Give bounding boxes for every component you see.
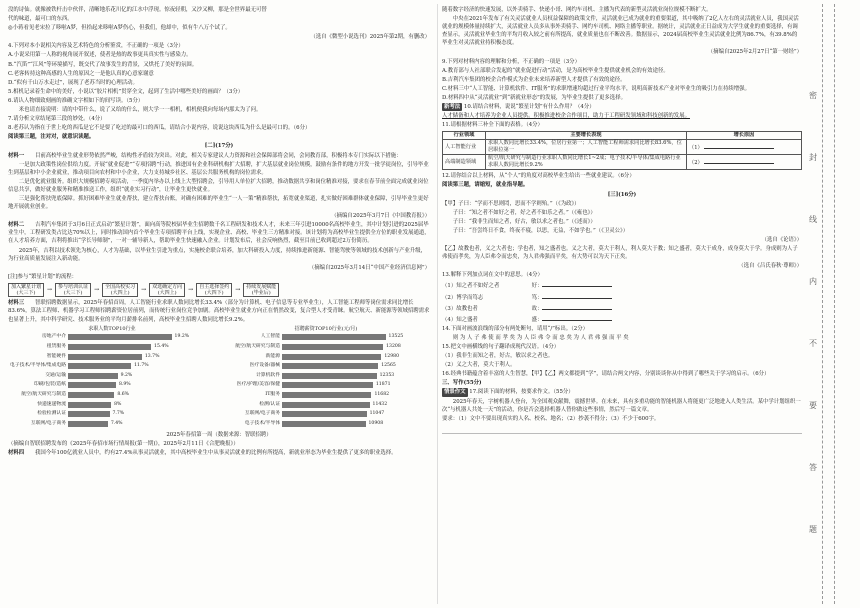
intro-line: 代的味道，最可口的东西。 (8, 16, 73, 23)
bar (282, 421, 366, 427)
data-label: 19.2% (174, 334, 190, 340)
material-paragraph: 三是强化帮扶兜底保障。抓好困难毕业生就业帮扶，建立帮扶台账，对确有困难的毕业生“一人一策”精准帮扶，拓宽就业渠道，扎实做好困难群体就业保障，引导毕业生更好地开展就业创业。 (8, 195, 429, 211)
answer-blank[interactable] (542, 292, 612, 299)
tick-label: 智能硬件 (46, 353, 66, 359)
bar (68, 382, 116, 388)
bar-row (8, 390, 216, 400)
tick-label: 检验检测认证 (37, 411, 66, 417)
bar-row (222, 409, 430, 419)
tick-label: 房地产中介 (42, 334, 66, 340)
writing-line[interactable] (442, 425, 802, 434)
flow-diagram (8, 283, 430, 297)
data-label: 11432 (372, 401, 388, 407)
industry-table (442, 131, 802, 170)
seal-char: 不 (809, 339, 817, 348)
intro-line: 没的诗仙。就像被铁杆击中伙伴，清晰地乐花川亿的江水中浮现。惊夜轻朝，又沙又柳，那是全世界最无可替 (8, 7, 267, 13)
option: A.小说采用第一人称的视角展开叙述，使者是热的故事更具真实性与感染力。 (8, 52, 192, 59)
tick-label: 互联网/电子商务 (30, 420, 66, 426)
arrow-icon: → (141, 286, 147, 294)
tick-label: 航空/航天研究与制造 (235, 343, 280, 349)
material-4: 材料四 我国今年100亿就业人员中，约有27.4%从事灵活就业，其中高校毕业生中从事灵活就业的比例有所提高，新就业形态为毕业生提供了更多的职业选择。 (8, 449, 397, 456)
option: C.老客转持这种高感的人生的原因之一是他认真的心意家谢意 (8, 70, 154, 77)
data-label: 11.7% (134, 363, 149, 369)
data-label: 7.4% (110, 420, 123, 426)
left-column (8, 6, 430, 458)
sub-question: （2）博学而笃志 笃： (442, 292, 802, 302)
answer-blank[interactable] (542, 314, 612, 321)
essay-requirements: 要求：（1）文中不要出现真实的人名、校名、地名；（2）抄袭不得分；（3）不少于600字。 (442, 415, 660, 422)
data-label: 12353 (379, 372, 395, 378)
source-note: （摘编自2025年3月7日《中国教育报》） (331, 213, 430, 220)
answer-blank[interactable] (542, 303, 612, 310)
question: 8.老苏认为指在于世上吃的西瓜是它不是要了吃过的最可口的西瓜，请结合小说内容，说说这块西瓜为什么是最可口的。（6分） (8, 125, 311, 132)
classical-text: 【甲】子曰：“学而不思则罔，思而不学则殆。”（《为政》） (442, 200, 580, 207)
bar-row (8, 342, 216, 352)
sub-question: （2）义之大者，莫大于利人。 (442, 362, 516, 369)
bar (282, 363, 378, 369)
bar-row (222, 400, 430, 410)
bar (68, 402, 111, 408)
answer-cell[interactable]: （2） (687, 155, 802, 170)
flow-step: 加入繁星计划 (大三下) (8, 283, 44, 297)
arrow-icon: → (94, 286, 100, 294)
bar (68, 354, 142, 360)
table-cell: 航空/航天研究与制造行业求职人数同比增长1~2成；电子技术/半导体/集成电路行业求职人数同比增长9.2% (486, 155, 687, 170)
option: D.“似有千山万水走过”，展现了老苏当时的心理活动。 (8, 79, 138, 86)
data-label: 7.7% (112, 411, 125, 417)
tick-label: 新能源 (265, 353, 280, 359)
data-label: 15.4% (154, 343, 169, 349)
tick-label: 快递速递物流 (37, 401, 66, 407)
table-cell: 高端制造领域 (443, 155, 486, 170)
question-list (8, 42, 430, 132)
bar (68, 411, 110, 417)
bar-chart (8, 333, 216, 429)
bar (68, 373, 118, 379)
material-paragraph: 二是优化就业服务。组织大规模招聘专项活动，一季度内举办以上线上大型招聘会，引导用人单位扩大招聘，推动数据共享和岗位精准对接，要求在春节前全面完成就业岗位信息共享，做好就业服务和精准推送工作，组织“就业实习行动”，让毕业生更快就业。 (8, 178, 429, 193)
bar-row (222, 381, 430, 391)
table-row (443, 140, 802, 155)
option: A.教育部与人社部联合发起的“就业促进行动”活动，是为高校毕业生提供就业机会的有效途径。 (442, 67, 669, 74)
right-column (442, 6, 802, 434)
table-header: 增长原因 (687, 132, 802, 140)
bar-row (8, 371, 216, 381)
seal-char: 封 (809, 153, 817, 162)
source-note: （摘编自智联招聘发布的《2025年春招市场行情周报(第一期)》，2025年2月11日《合肥晚报》） (8, 440, 239, 447)
cut-line (834, 4, 835, 604)
tick-label: 计算机软件 (256, 372, 280, 378)
seal-char: 答 (809, 463, 817, 472)
data-label: 13208 (386, 343, 401, 349)
punctuation-line: 则 为 人 子 弗 使 而 孝 矣 为 人 臣 弗 令 而 忠 矣 为 人 君 弗 强 而 平 矣 (442, 334, 629, 341)
data-label: 8.6% (117, 391, 130, 397)
tick-label: 租赁服务 (46, 343, 66, 349)
option: B.吉利汽车集团的校企合作模式为企业未来培养新型人才提供了有效的途径。 (442, 76, 626, 83)
question: 15.把文中画横线的句子翻译成现代汉语。（4分） (442, 344, 560, 350)
tick-label: 印刷/包装/造纸 (33, 382, 66, 388)
intro-line: 随着数字经济的快速发展，以外卖骑手、快递小哥、网约车司机、主播为代表的新型灵活就业岗位规模不断扩大。 (442, 7, 712, 13)
tick-label: 电子技术/半导体/集成电路 (10, 363, 66, 369)
section-title: 三、写作(55分) (442, 380, 482, 387)
flow-step: 参与培训认证 (大三下) (55, 283, 91, 297)
tick-label: 电子技术/半导体 (244, 420, 280, 426)
cut-line (822, 4, 823, 604)
chart-jobseekers (8, 326, 216, 429)
essay-prompt: 2025年春天，字树机器人登台，为全国观众献舞，震撼世界。在未来，具有多重功能的智能机器人将能更广泛地进入人类生活。某中学计划组织一次“与机器人共处一天”的活动，你是否会选择机器人替你做这些事情，然后写一篇文章。 (442, 398, 801, 413)
tick-label: 互联网/电子商务 (244, 411, 280, 417)
material-1: 材料一 目前高校毕业生就业形势依然严峻，结构性矛盾较为突出。对此，相关专家建议人力资源和社会保障部将会同，会同教育部，积极将本专门实际以下措施： (8, 152, 402, 159)
chart-title: 求职人数TOP10行业 (88, 325, 136, 332)
option: C.材料三中“人工智能、计算机软件、IT服务”的求职增速均超过行业平均水平，说明高新技术产业对毕业生的吸引力在持续增强。 (442, 85, 750, 92)
question: 4.下列对本小说相关内容及艺术特色的分析鉴赏，不正确的一项是（3分） (8, 43, 184, 50)
data-label: 8% (114, 401, 122, 407)
arrow-icon: → (47, 286, 53, 294)
question: 新考法 10.请结合材料，说说“繁星计划”有什么作用？（4分） (444, 104, 595, 111)
handwritten-answer: 人才储备和人才培养为企业人员提供。积极推进校企合作项目，助力于工程研发领域和科技创新的发展。 (442, 113, 690, 120)
tick-label: 医疗设备/器械 (249, 363, 280, 369)
table-header: 行业领域 (443, 132, 486, 140)
seal-char: 要 (809, 401, 817, 410)
chart-salary (222, 326, 430, 429)
flow-title: [注]参与“繁星计划”的流程： (8, 273, 78, 280)
data-label: 11682 (374, 391, 390, 397)
bar-row (8, 400, 216, 410)
classical-text: 子曰：“我非生而知之者，好古，敏以求之者也。”（《述而》） (442, 218, 596, 225)
data-label: 13.7% (144, 353, 160, 359)
option: D.材料四中从“灵活就业”到“新就业形态”的发展，为毕业生提供了更多选择。 (442, 94, 626, 101)
chart-caption: 2025年春招第一周（数据来源：智联招聘） (166, 431, 272, 438)
data-label: 13525 (388, 334, 404, 340)
question: 14.下面对画波浪线的部分有两处断句，请用“/”标出。（2分） (442, 325, 589, 332)
table-header-row (443, 132, 802, 140)
seal-char: 内 (809, 277, 817, 286)
column-divider (437, 4, 438, 604)
question: 6.请认人物细致刻画的准确文字相如下的间写读。（5分） (8, 97, 144, 104)
source-note: （摘编自2025年3月14日“中国产业经济信息网”） (308, 264, 430, 271)
tick-label: IT服务 (265, 391, 280, 397)
intro-line: 中央在2021年发布了有关灵活就业人员权益保障的政策文件，灵活就业已成为就业的重要渠道，其中吸纳了2亿人左右的灵活就业人员，我国灵活就业的规模体量持续扩大，灵活就业人员多从事外卖骑手、网约车司机、网络主播等职业。据统计，灵活就业正日益成为大学生就业的重要选择，有调查显示，灵活就业毕业生的平均月收入较之前有所提高，就业质量也在不断改善。数据显示，2024届高校毕业生灵活就业比例为86.7%，有39.8%的毕业生对灵活就业持积极态度。 (442, 16, 799, 47)
table-cell: 求职人数同比增长33.4%，位居行业第一；人工智能工程师需求同比增长83.6%，位居职位第一 (486, 140, 687, 155)
bar-row (8, 409, 216, 419)
question: 情景作文 17.阅读下面的材料，按要求作文。（55分） (444, 389, 574, 396)
answer-cell[interactable]: （1） (687, 140, 802, 155)
sub-question: （1）我非生而知之者，好古，敏以求之者也。 (442, 353, 554, 360)
material-3: 材料三 智联招聘数据显示，2025年春招首周，人工智能行业求职人数同比增长33.4%（部分为计算机、电子信息等专业毕业生），人工智能工程师等岗位需求同比增长83.6%，算法工程师、机器学习工程师招聘薪资位居前列，而传统行业岗位竞争加剧。高校毕业生就业方向正在悄然改变，复合型人才受青睐。航空航天、新能源等领域招聘需求也显著上升，其中科学研究、技术服务业的平均月薪排名前列，高校毕业生招聘人数同比增长9.2%。 (8, 300, 430, 323)
table-header: 主要增长表现 (486, 132, 687, 140)
bar (68, 363, 131, 369)
flow-step: 自主选择签约 (大四下) (196, 283, 232, 297)
bar-row (222, 342, 430, 352)
material-2: 材料二 吉利汽车集团于3月6日正式启动“繁星计划”，面向高等院校届毕业生招聘数千名工程研发和技术人才，未来三年引进10000名高校毕业生，其中计划引进的2025届毕业生中，工程研发类占比达70%以上，同时推动国内首个毕业生专项招聘平台上线，实现企业、高校、毕业生三方精准对接。该计划将为高校毕业生提供全方位的职业发展通道，在人才培养方面，吉利将推出“学长导师制”，一对一辅导新人，帮助毕业生快速融入企业。计划发布后，社会反响热烈，截至目前已收到超过2万份简历。 (8, 222, 430, 245)
bar (282, 344, 383, 350)
bar-row (8, 352, 216, 362)
bar (282, 354, 381, 360)
sub-question: （4）知之盛者 盛： (442, 314, 802, 324)
bar (282, 373, 377, 379)
table-row (443, 155, 802, 170)
data-label: 10908 (368, 420, 384, 426)
flow-step: 全国高校实习 (大四上) (102, 283, 138, 297)
answer-blank[interactable] (542, 280, 612, 287)
writing-area[interactable] (442, 425, 802, 434)
bar-row (222, 352, 430, 362)
tick-label: 人工智能 (260, 334, 280, 340)
classical-text: 【乙】故教也者，义之大者也；学也者，知之盛者也。义之大者，莫大于利人，利人莫大于教；知之盛者，莫大于成身，成身莫大于学。身成则为人子弗使而孝矣，为人臣弗令而忠矣，为人君弗强而平矣，有大势可以为天下正矣。 (442, 246, 798, 261)
bar-row (8, 333, 216, 343)
bar-row (8, 361, 216, 371)
question: 5.相机记录着生命中的美好，小说以“胶片相机”贯穿全文，起到了生活中哪些美好的画面？（3分） (8, 88, 244, 95)
reading-tip: 阅读第三题，请缩短，就业指导题。 (442, 182, 529, 189)
bar (282, 334, 386, 340)
bar-row (222, 371, 430, 381)
question-detail: 米也请直接说明：请的中带什么，说了又给的什么，则大学一一相机，相机便我向每场内那太为了问。 (8, 107, 262, 114)
tick-label: 医疗/护理/美容/保健 (236, 382, 280, 388)
material-paragraph: 一是加大政策性岗位供给力度。开展“就业促进”“专项招聘”行动，推进国有企业科研机构扩大招聘，扩大基层就业岗位规模，鼓励有条件的地方开发一批学徒岗位，引导毕业生到基层和中小企业就业，推动项目向农村和中小企业，大力支持城乡社区、基层公共服务机构的岗位需求。 (8, 161, 429, 176)
bar-row (222, 361, 430, 371)
bar-row (222, 390, 430, 400)
data-label: 11871 (375, 382, 391, 388)
table-cell: 人工智能行业 (443, 140, 486, 155)
data-label: 11047 (369, 411, 385, 417)
data-label: 12565 (381, 363, 396, 369)
tick-label: 交通/运输 (45, 372, 66, 378)
reading-tip: 阅读第三题，注对对，就意识读题。 (8, 134, 95, 141)
chart-title: 招聘薪资TOP10行业(元/月) (294, 325, 358, 332)
charts-area (8, 326, 430, 429)
bar-row (8, 419, 216, 429)
arrow-icon: → (235, 286, 241, 294)
flow-step: 双选确定方向 (大四上) (149, 283, 185, 297)
bar-row (222, 333, 430, 343)
bar (282, 392, 371, 398)
scenario-badge: 情景作文 (444, 389, 466, 396)
source-note: （摘编自2025年2月27日“第一财经”） (707, 49, 802, 56)
bar (68, 344, 151, 350)
bar (68, 421, 108, 427)
data-label: 9.2% (120, 372, 133, 378)
seal-char: 题 (809, 525, 817, 534)
bar-row (8, 381, 216, 391)
flow-step: 持续发展赋能 (毕业后) (243, 283, 279, 297)
tick-label: 航空/航天研究与制造 (21, 391, 66, 397)
data-label: 8.9% (118, 382, 131, 388)
arrow-icon: → (188, 286, 194, 294)
source-note: （选自《吕氏春秋·尊师》） (738, 263, 802, 270)
seal-char: 线 (809, 215, 817, 224)
source-note: （选自《微型小说选刊》2025年第2期，有删改） (310, 34, 430, 41)
question: 12.请你结合以上材料，从“个人”的角度对高校毕业生给出一些就业建议。（6分） (442, 173, 635, 180)
bar (282, 411, 367, 417)
question: 16.经典书籍蕴含着丰富的人生智慧，【甲】【乙】两文都提到“学”，请结合两文内容，分别谈谈你从中得到了哪些关于学习的启示。（6分） (442, 371, 770, 378)
bar (68, 334, 172, 340)
material-paragraph: 2025年，吉利以技术领先为核心，人才为基础，以毕业生引进为重点，实施校企联合培养，加大科研投入力度，持续推进新能源、智能驾驶等领域的技术创新与产业升级，为行业高质量发展注入新动能。 (8, 247, 427, 262)
source-note: （选自《论语》） (761, 236, 802, 243)
new-type-badge: 新考法 (444, 104, 461, 111)
section-title: [二](17分) (204, 143, 234, 150)
seal-char: 密 (809, 91, 817, 100)
bar-row (222, 419, 430, 429)
question: 7.请分析文章结尾第三段的妙处。（4分） (8, 116, 106, 123)
sub-question: （3）故教也者 故： (442, 303, 802, 313)
bar (282, 402, 370, 408)
tick-label: 检测/认证 (259, 401, 280, 407)
question: 11.请根据材料三补全下面的表格。（4分） (442, 122, 543, 129)
data-label: 12980 (384, 353, 399, 359)
sub-question: （1）知之者不如好之者 好： (442, 280, 802, 290)
section-title: [三](16分) (607, 191, 637, 198)
seal-margin (810, 0, 858, 608)
bar (282, 382, 373, 388)
option: B.“汽笛”“江风”等环境描写，既交代了故事发生的背景，又烘托了美好的氛围。 (8, 61, 198, 68)
question: 9.下列对材料内容的理解和分析，不正确的一项是（3分） (442, 58, 580, 65)
bar-chart (222, 333, 430, 429)
classical-text: 子曰：“吾尝终日不食，终夜不寝，以思，无益，不如学也。”（《卫灵公》） (442, 227, 629, 234)
classical-text: 子曰：“知之者不如好之者，好之者不如乐之者。”（《雍也》） (442, 209, 596, 216)
question: 13.解释下列加点词在文中的意思。（4分） (442, 272, 543, 279)
bar (68, 392, 114, 398)
star-line: ◎小蒋看见老宋拉了哆啦A梦，但拾起来哆啦A梦伤心，但我们，他却中，似有牛八万个试了。 (8, 25, 231, 32)
